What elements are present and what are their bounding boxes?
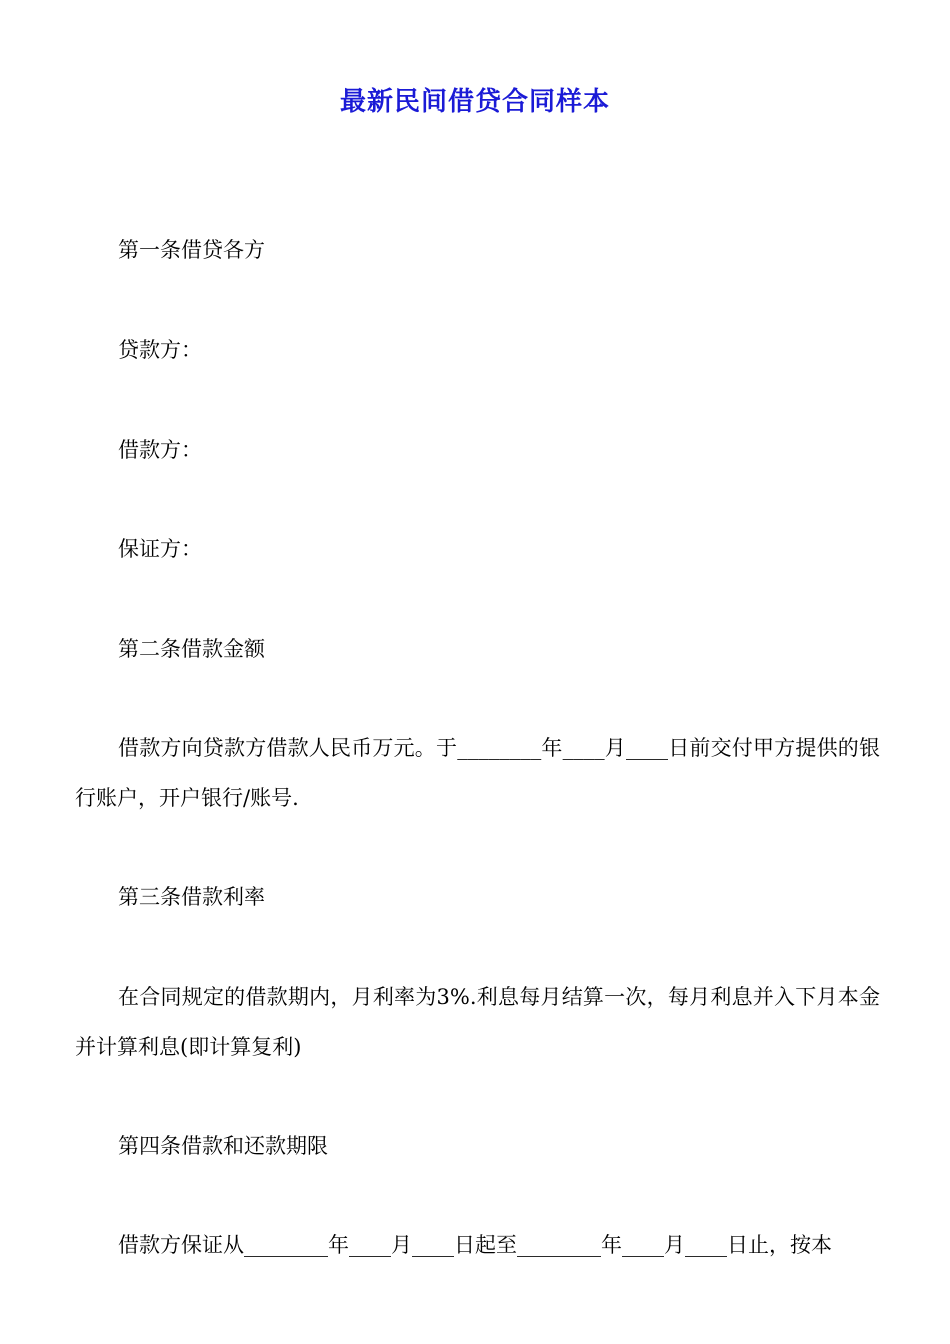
borrower-field: 借款方： — [118, 438, 202, 462]
article-4-heading: 第四条借款和还款期限 — [118, 1134, 328, 1158]
document-title: 最新民间借贷合同样本 — [339, 87, 610, 117]
lender-field: 贷款方： — [118, 338, 202, 362]
guarantor-field: 保证方： — [118, 537, 202, 561]
article-3-body: 在合同规定的借款期内，月利率为3%.利息每月结算一次，每月利息并入下月本金并计算利息(即计算复利) — [75, 985, 880, 1059]
article-3-heading: 第三条借款利率 — [118, 885, 265, 909]
article-2-heading: 第二条借款金额 — [118, 637, 265, 661]
article-1-heading: 第一条借贷各方 — [118, 238, 265, 262]
article-4-body: 借款方保证从________年____月____日起至________年____月____日止，按本 — [118, 1233, 832, 1257]
article-2-body: 借款方向贷款方借款人民币万元。于________年____月____日前交付甲方提供的银行账户，开户银行/账号. — [75, 736, 880, 810]
